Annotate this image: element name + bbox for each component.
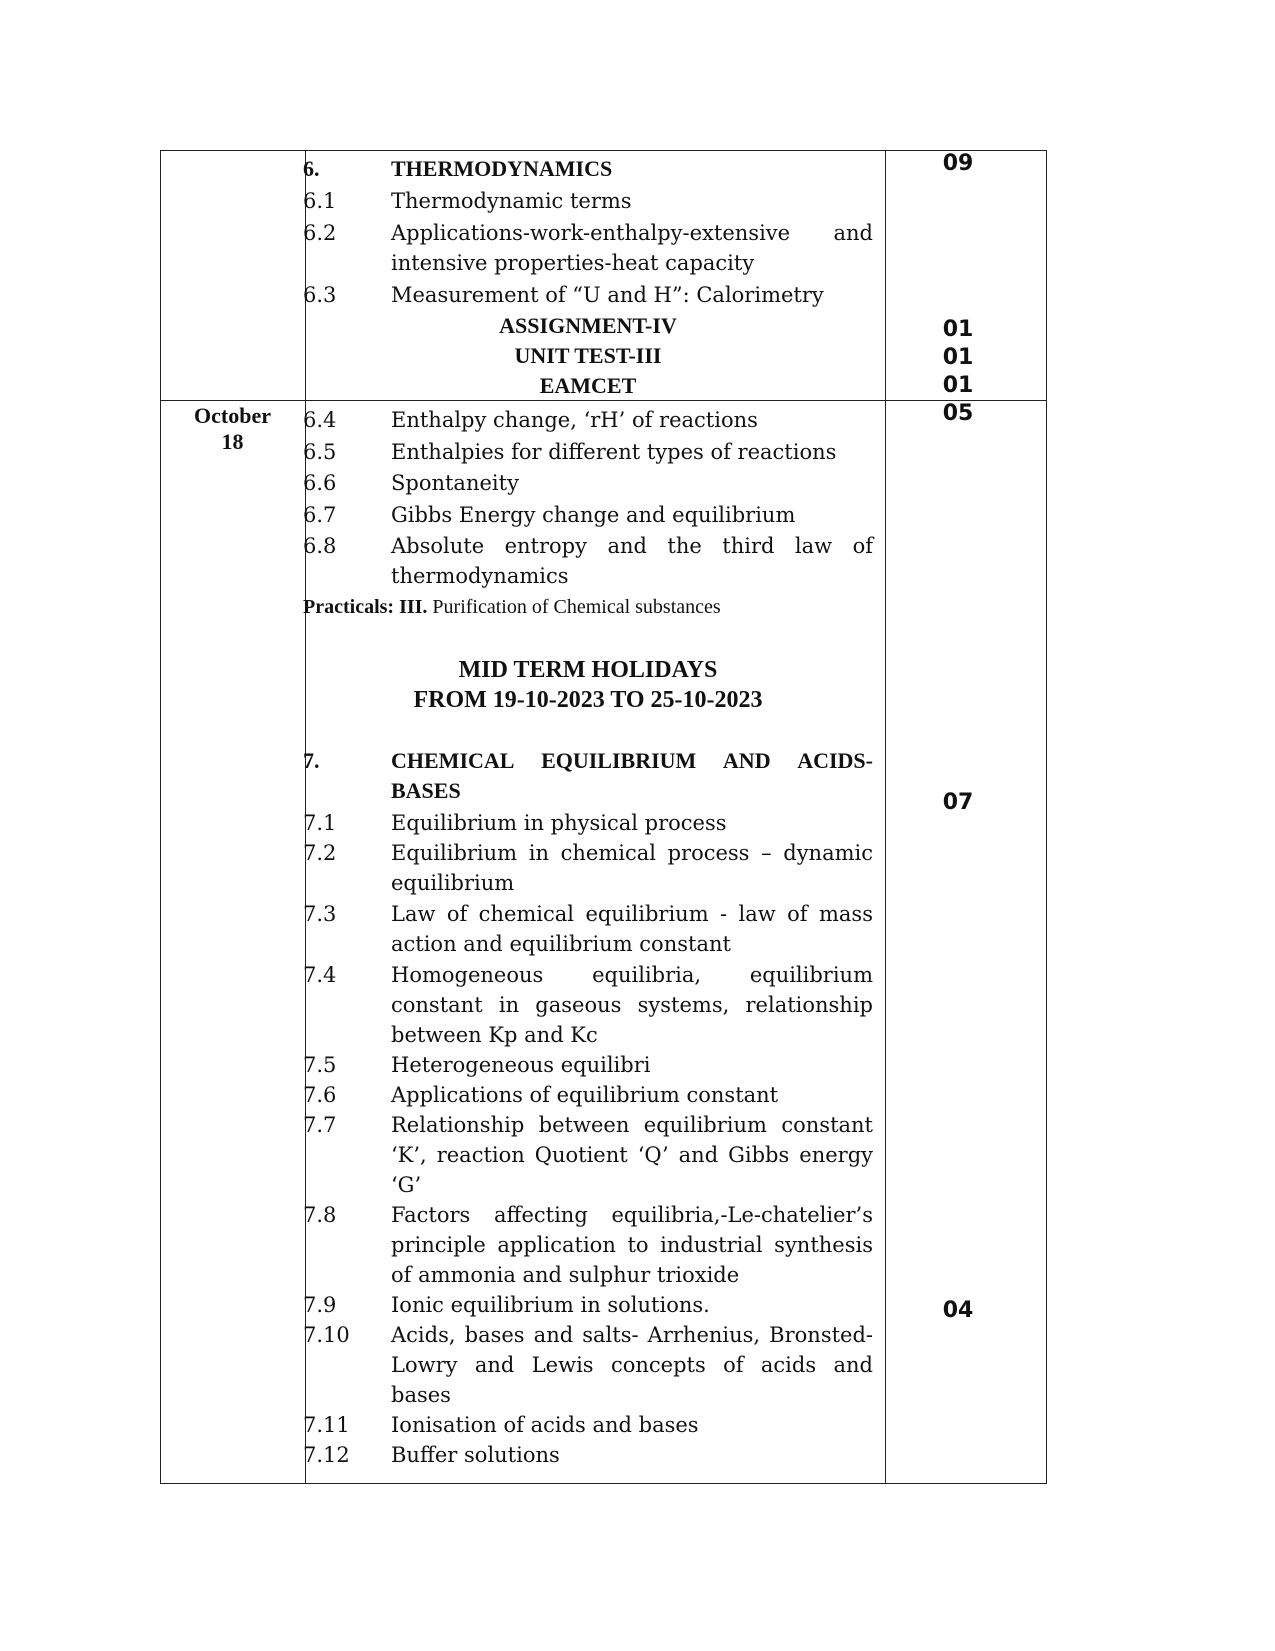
topic-number: 7.1 [303,811,337,835]
topic-row [303,808,873,838]
holiday-title: MID TERM HOLIDAYS [458,657,718,683]
topic-row [303,218,873,278]
topic-number: 6.4 [303,408,337,432]
periods-value: 01 [942,373,974,398]
topic-text: Heterogeneous equilibri [391,1053,651,1077]
assignment-label: ASSIGNMENT-IV [499,313,677,338]
topic-text: Equilibrium in physical process [391,811,727,835]
topic-number: 7.6 [303,1083,337,1107]
topic-text: Absolute entropy and the third law of thermodynamics [391,534,873,588]
topic-text: Enthalpies for different types of reactions [391,440,837,464]
topic-number: 6.6 [303,471,337,495]
topic-row [303,838,873,898]
topic-row [303,1200,873,1290]
periods-value: 01 [942,317,974,342]
topic-text: Enthalpy change, ‘rH’ of reactions [391,408,758,432]
unit-7-heading [303,746,873,806]
topic-number: 6.8 [303,534,337,558]
topic-text: Spontaneity [391,471,519,495]
topic-number: 7.5 [303,1053,337,1077]
topic-row [303,531,873,591]
unit-test-label: UNIT TEST-III [514,343,662,368]
topic-number: 7.11 [303,1413,350,1437]
periods-value: 01 [942,345,974,370]
topic-number: 6.2 [303,221,337,245]
month-label: October [194,403,271,428]
periods-value: 05 [942,401,974,426]
unit-number: 7. [303,748,320,773]
topic-text: Buffer solutions [391,1443,560,1467]
periods-value: 04 [942,1298,974,1323]
topic-text: Applications-work-enthalpy-extensive and intensive properties-heat capacity [391,221,873,275]
topic-row [303,1440,873,1470]
practicals-text: Purification of Chemical substances [432,596,721,618]
topic-row [303,1410,873,1440]
topic-text: Relationship between equilibrium constant ‘K’, reaction Quotient ‘Q’ and Gibbs energy ‘G’ [391,1113,873,1197]
topic-row [303,1320,873,1410]
eamcet-label: EAMCET [539,373,637,398]
topic-row [303,1050,873,1080]
topic-number: 7.7 [303,1113,337,1137]
holiday-dates: FROM 19-10-2023 TO 25-10-2023 [413,687,763,713]
topic-row [303,1080,873,1110]
topic-text: Homogeneous equilibria, equilibrium constant in gaseous systems, relationship between Kp and Kc [391,963,873,1047]
unit-6-heading [303,154,873,184]
topic-text: Equilibrium in chemical process – dynamic equilibrium [391,841,873,895]
practicals-label: Practicals: III. [303,596,428,618]
topic-text: Thermodynamic terms [391,189,632,213]
topic-text: Factors affecting equilibria,-Le-chatelier’s principle application to industrial synthesis of ammonia and sulphur trioxide [391,1203,873,1287]
topic-number: 7.9 [303,1293,337,1317]
topic-number: 6.7 [303,503,337,527]
topic-row [303,186,873,216]
periods-value: 09 [942,151,974,176]
topic-number: 7.8 [303,1203,337,1227]
topic-number: 6.5 [303,440,337,464]
topic-number: 7.4 [303,963,337,987]
topic-number: 7.12 [303,1443,350,1467]
topic-text: Ionisation of acids and bases [391,1413,699,1437]
unit-number: 6. [303,156,320,181]
topic-row [303,1290,873,1320]
topic-text: Law of chemical equilibrium - law of mass action and equilibrium constant [391,902,873,956]
unit-title: CHEMICAL EQUILIBRIUM AND ACIDS-BASES [391,748,873,803]
topic-text: Gibbs Energy change and equilibrium [391,503,796,527]
topic-row [303,468,873,498]
topic-text: Measurement of “U and H”: Calorimetry [391,283,824,307]
topic-number: 7.10 [303,1323,350,1347]
topic-row [303,1110,873,1200]
topic-row [303,437,873,467]
topic-row [303,960,873,1050]
month-periods: 18 [221,429,244,454]
unit-title: THERMODYNAMICS [391,156,613,181]
topic-row [303,405,873,435]
topic-text: Ionic equilibrium in solutions. [391,1293,710,1317]
topic-text: Applications of equilibrium constant [391,1083,779,1107]
column-divider-periods [885,150,886,1484]
topic-text: Acids, bases and salts- Arrhenius, Bronsted-Lowry and Lewis concepts of acids and bases [391,1323,873,1407]
topic-number: 6.1 [303,189,337,213]
practicals-line [303,592,721,622]
periods-value: 07 [942,790,974,815]
topic-number: 7.3 [303,902,337,926]
topic-row [303,899,873,959]
topic-number: 6.3 [303,283,337,307]
topic-row [303,500,873,530]
topic-number: 7.2 [303,841,337,865]
topic-row [303,280,873,310]
